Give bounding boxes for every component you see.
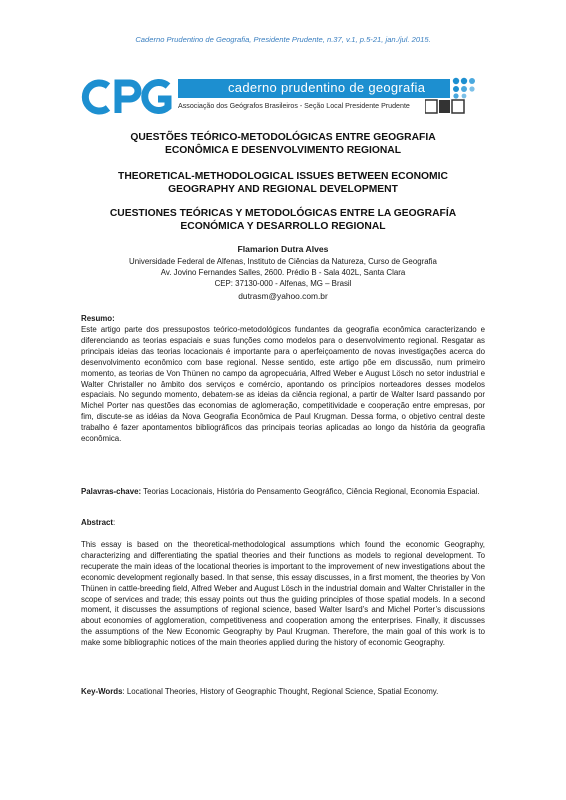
affiliation-line: Universidade Federal de Alfenas, Instituto de Ciências da Natureza, Curso de Geografia bbox=[129, 257, 437, 266]
abstract-heading bbox=[81, 518, 485, 529]
dots-decoration-icon bbox=[452, 77, 484, 99]
resumo-text: Este artigo parte dos pressupostos teórico-metodológicos fundantes da geografia econômica caracterizando e diferenciando as teorias espaciais e suas funções como modelos para o desenvolvimento regional. Resgatar as principais ideias das teorias locacionais é importante para o aperfeiçoamento de novas investigações acerca do desenvolvimento econômico com base regional. Nesse sentido, este artigo põe em discussão, num primeiro momento, as teorias de Von Thünen no campo da agropecuária, Alfred Weber e August Lösch no setor industrial e Walter Christaller no âmbito dos serviços e comércio, apontando os princípios norteadores desses modelos espaciais. No segundo momento, debatem-se as ideias da ciência regional, a partir de Walter Isard passando por Michel Porter nas questões das economias de aglomeração, competitividade e cooperação entre empresas, por fim, discute-se as idéias da Nova Geografia Econômica de Paul Krugman. Dessa forma, o objetivo central deste trabalho é fazer apontamentos bibliográficos das principais teorias aplicadas ao longo da história da geografia econômica. bbox=[81, 325, 485, 444]
cpg-logo-icon bbox=[80, 77, 176, 117]
author-email: dutrasm@yahoo.com.br bbox=[238, 291, 328, 301]
journal-banner bbox=[80, 77, 490, 117]
palavras-chave bbox=[81, 487, 485, 498]
abstract-heading-colon: : bbox=[113, 518, 116, 527]
journal-name: caderno prudentino de geografia bbox=[228, 80, 426, 95]
key-words-label: Key-Words bbox=[81, 687, 123, 696]
address-line: Av. Jovino Fernandes Salles, 2600. Prédio B - Sala 402L, Santa Clara bbox=[160, 268, 406, 277]
title-portuguese bbox=[60, 131, 506, 157]
title-line: CUESTIONES TEÓRICAS Y METODOLÓGICAS ENTRE LA GEOGRAFÍA bbox=[109, 208, 457, 219]
title-line: GEOGRAPHY AND REGIONAL DEVELOPMENT bbox=[168, 184, 398, 195]
title-english bbox=[60, 170, 506, 196]
palavras-chave-label: Palavras-chave: bbox=[81, 487, 142, 496]
title-line: ECONÓMICA Y DESARROLLO REGIONAL bbox=[180, 221, 386, 232]
key-words bbox=[81, 687, 485, 698]
title-line: ECONÔMICA E DESENVOLVIMENTO REGIONAL bbox=[164, 145, 402, 156]
title-line: QUESTÕES TEÓRICO-METODOLÓGICAS ENTRE GEOGRAFIA bbox=[130, 132, 436, 143]
key-words-text: : Locational Theories, History of Geographic Thought, Regional Science, Spatial Economy. bbox=[122, 687, 439, 696]
palavras-chave-text: Teorias Locacionais, História do Pensamento Geográfico, Ciência Regional, Economia Espacial. bbox=[141, 487, 480, 496]
author-block bbox=[60, 243, 506, 303]
association-name: Associação dos Geógrafos Brasileiros - Seção Local Presidente Prudente bbox=[178, 102, 410, 110]
postal-line: CEP: 37130-000 - Alfenas, MG – Brasil bbox=[214, 279, 352, 288]
agb-logo-icon bbox=[425, 99, 465, 114]
abstract-text: This essay is based on the theoretical-methodological assumptions which found the economic Geography, characterizing and differentiating the spatial theories and their functions as models to regional development. To recuperate the main ideas of the locational theories is important to the improvement of new investigations about the economic development regionally based. In that sense, this essay discusses, in a first moment, the theories by Von Thünen in cattle-breeding field, Alfred Weber and August Lösch in the industrial domain and Walter Christaller in the scope of services and trade; this essay points out thus the guiding principles of those spatial models. In a second moment, it discusses the assumptions of regional science, based Walter Isard’s and Michel Porter’s discussions about economies of agglomeration, competitiveness and cooperation among the enterprises. Finally, it discusses the assumptions of the New Economic Geography by Paul Krugman. Therefore, the main goal of this work is to make some bibliographic notices of the main theories applied during the history of economic Geography. bbox=[81, 540, 485, 648]
journal-citation: Caderno Prudentino de Geografia, Presidente Prudente, n.37, v.1, p.5-21, jan./jul. 2015. bbox=[135, 35, 431, 44]
abstract-heading-label: Abstract bbox=[81, 518, 114, 527]
resumo-heading: Resumo: bbox=[81, 314, 115, 323]
title-line: THEORETICAL-METHODOLOGICAL ISSUES BETWEEN ECONOMIC bbox=[118, 171, 448, 182]
title-spanish bbox=[60, 207, 506, 233]
author-name: Flamarion Dutra Alves bbox=[237, 244, 329, 254]
